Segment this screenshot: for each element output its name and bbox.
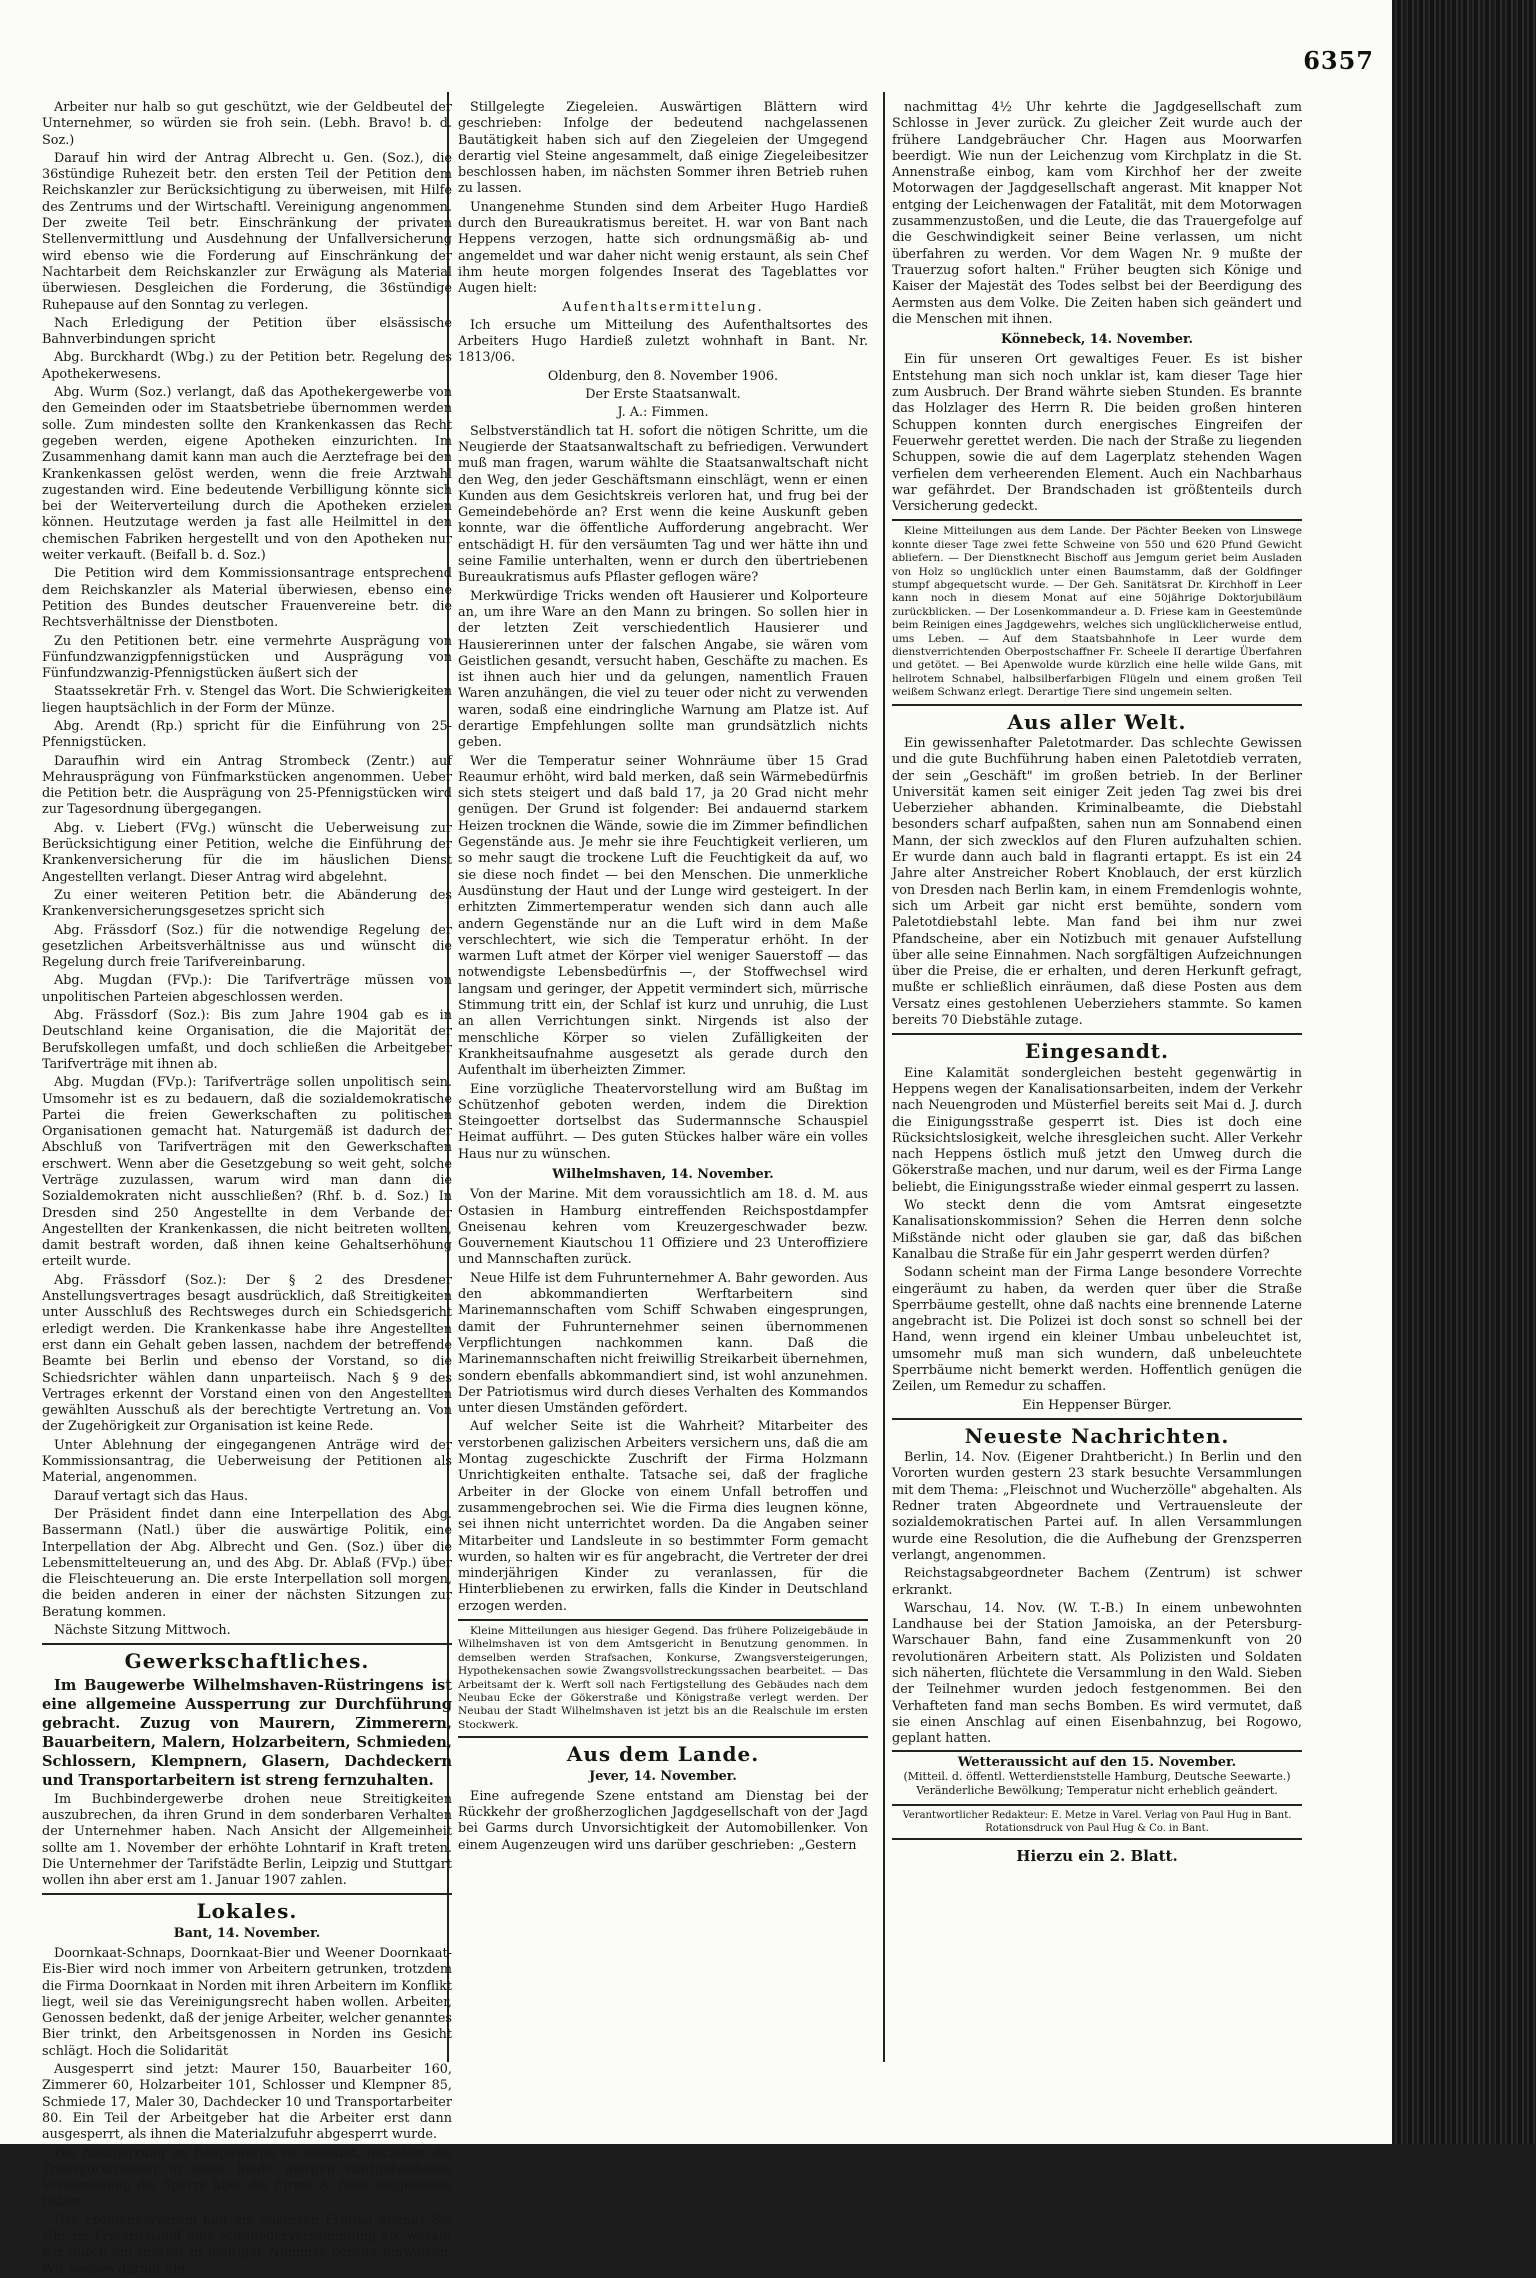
- paragraph: Nächste Sitzung Mittwoch.: [54, 1623, 231, 1639]
- notice-signature: J. A.: Fimmen.: [617, 405, 709, 421]
- paragraph: Berlin, 14. Nov. (Eigener Drahtbericht.) In Berlin und den Vororten wurden gestern 23 stark besuchte Versammlungen mit dem Thema: „Fleischnot und Wucherzölle" abgehalten. Als Redner traten Abgeordnete und Vertrauensleute der sozialdemokratischen Partei auf. In allen Versammlungen wurde eine Resolution, die die Aufhebung der Grenzsperren verlangt, angenommen.: [892, 1450, 1302, 1563]
- paragraph: Warschau, 14. Nov. (W. T.-B.) In einem unbewohnten Landhause bei der Station Jamoiska, an der Petersburg-Warschauer Bahn, fand eine Zusammenkunft von 20 revolutionären Arbeitern statt. Als Polizisten und Soldaten sich näherten, flüchtete die Versammlung in den Wald. Sieben der Teilnehmer wurden jedoch festgenommen. Bei den Verhafteten fand man sechs Bomben. Es wird vermutet, daß sie einen Anschlag auf einen Eisenbahnzug, bei Rogowo, geplant hatten.: [892, 1600, 1302, 1747]
- section-rule: [458, 1619, 868, 1621]
- paragraph: Ein gewissenhafter Paletotmarder. Das schlechte Gewissen und die gute Buchführung haben einen Paletotdieb verraten, der sein „Geschäft" im großen betrieb. In der Berliner Universität kamen seit einiger Zeit jeden Tag zwei bis drei Ueberzieher abhanden. Kriminalbeamte, die Diebstahl besonders scharf aufpaßten, sahen nun am Sonnabend einen Mann, der sich zwecklos auf den Fluren aufzuhalten schien. Er wurde dann auch bald in flagranti ertappt. Es ist ein 24 Jahre alter Anstreicher Robert Knoblauch, der erst kürzlich von Dresden nach Berlin kam, in einem Fremdenlogis wohnte, sich um Arbeit gar nicht erst bemühte, sondern vom Paletotdiebstahl lebte. Man fand bei ihm nur zwei Pfandscheine, aber ein Notizbuch mit genauer Aufstellung über alle seine Einnahmen. Nach sorgfältigen Aufzeichnungen über die Preise, die er erhalten, und deren Herkunft gefragt, mußte er schließlich einräumen, daß diese Posten aus dem Versatz eines gestohlenen Ueberziehers stammte. So kamen bereits 70 Diebstähle zutage.: [892, 736, 1302, 1029]
- paragraph: Daraufhin wird ein Antrag Strombeck (Zentr.) auf Mehrausprägung von Fünfmarkstücken angenommen. Ueber die Petition betr. die Ausprägung von 25-Pfennigstücken wird zur Tagesordnung übergegangen.: [42, 753, 452, 818]
- weather-source: (Mitteil. d. öffentl. Wetterdienststelle Hamburg, Deutsche Seewarte.): [903, 1769, 1291, 1783]
- paragraph: Darauf hin wird der Antrag Albrecht u. Gen. (Soz.), die 36stündige Ruhezeit betr. den ersten Teil der Petition dem Reichskanzler zur Berücksichtigung zu überweisen, mit Hilfe des Zentrums und der Wirtschaftl. Vereinigung angenommen. Der zweite Teil betr. Einschränkung der privaten Stellenvermittlung und Ausdehnung der Unfallversicherung wird ebenso wie die Forderung auf Einschränkung der Nachtarbeit dem Reichskanzler zur Erwägung als Material überwiesen. Desgleichen die Forderung, die 36stündige Ruhepause auf den Sonntag zu verlegen.: [42, 150, 452, 313]
- paragraph: Zu den Petitionen betr. eine vermehrte Ausprägung von Fünfundzwanzigpfennigstücken und Ausprägung von Fünfundzwanzig-Pfennigstücken äußert sich der: [42, 633, 452, 682]
- paragraph: Eine aufregende Szene entstand am Dienstag bei der Rückkehr der großherzoglichen Jagdgesellschaft von der Jagd bei Garms durch Unvorsichtigkeit der Automobillenker. Von einem Augenzeugen wird uns darüber geschrieben: „Gestern: [458, 1788, 868, 1853]
- paragraph: Abg. Frässdorf (Soz.): Bis zum Jahre 1904 gab es in Deutschland keine Organisation, die die Majorität der Berufskollegen umfaßt, und doch schließen die Arbeitgeber Tarifverträge mit ihnen ab.: [42, 1008, 452, 1072]
- paragraph: Staatssekretär Frh. v. Stengel das Wort. Die Schwierigkeiten liegen hauptsächlich in der Form der Münze.: [42, 684, 452, 716]
- paragraph: Der Freidenkerverein hält am nächsten Freitag abends 8½ Uhr im Friedrichshof eine Mitgliederversammlung ab, worauf wir durch ein Inserat in heutiger Nummer bereits hinweisen. Wir weisen darauf hin.: [42, 2212, 452, 2277]
- paragraph: Kleine Mitteilungen aus dem Lande. Der Pächter Beeken von Linswege konnte dieser Tage zwei fette Schweine von 550 und 620 Pfund Gewicht abliefern. — Der Dienstknecht Bischoff aus Jemgum geriet beim Ausladen von Holz so unglücklich unter einen Baumstamm, daß der Goldfinger stumpf abgequetscht wurde. — Der Geh. Sanitätsrat Dr. Kirchhoff in Leer kann noch in diesem Monat auf eine 50jährige Doktorjubiläum zurückblicken. — Der Losenkommandeur a. D. Friese kam in Geestemünde beim Reinigen eines Jagdgewehrs, welches sich unglücklicherweise entlud, ums Leben. — Auf dem Staatsbahnhofe in Leer wurde dem dienstverrichtenden Oberpostschaffner Fr. Scheele II derartige Überfahren und getötet. — Bei Apenwolde wurde kürzlich eine helle wilde Gans, mit hellrotem Schnabel, halbsilberfarbigen Flügeln und einem großen Teil weißem Schwanz erlegt. Derartige Tiere sind ungemein selten.: [892, 525, 1302, 699]
- paragraph: Merkwürdige Tricks wenden oft Hausierer und Kolporteure an, um ihre Ware an den Mann zu bringen. So sollen hier in der letzten Zeit verschiedentlich Hausierer und Hausiererinnen unter der falschen Angabe, sie wären vom Geistlichen gesandt, versucht haben, Geschäfte zu machen. Es ist ihnen auch hier und da gelungen, namentlich Frauen Waren anzuhängen, die viel zu teuer oder nicht zu verwenden waren, sodaß eine eindringliche Warnung am Platze ist. Auf derartige Empfehlungen sollte man grundsätzlich nichts geben.: [458, 588, 868, 751]
- paragraph: Auf welcher Seite ist die Wahrheit? Mitarbeiter des verstorbenen galizischen Arbeiters versichern uns, daß die am Montag zugeschickte Zuschrift der Firma Holzmann Unrichtigkeiten enthalte. Tatsache sei, daß der fragliche Arbeiter in der Glocke von einem Unfall betroffen und zusammengebrochen sei. Wie die Firma dies leugnen könne, sei ihnen nicht unterrichtet worden. Da die Angaben seiner Mitarbeiter und Landsleute in so bestimmter Form gemacht wurden, so halten wir es für angebracht, die Vertreter der drei minderjährigen Kinder zu veranlassen, für die Hinterbliebenen zu erwirken, falls die Kinder in Deutschland erzogen werden.: [458, 1419, 868, 1614]
- section-heading: Neueste Nachrichten.: [964, 1423, 1230, 1448]
- column-1: [42, 100, 452, 2277]
- paragraph: Wer die Temperatur seiner Wohnräume über 15 Grad Reaumur erhöht, wird bald merken, daß sein Wärmebedürfnis sich stets steigert und daß bald 17, ja 20 Grad nicht mehr genügen. Der Grund ist folgender: Bei andauernd starkem Heizen trocknen die Wände, sowie die im Zimmer befindlichen Gegenstände aus. Je mehr sie ihre Feuchtigkeit verlieren, um so mehr saugt die trockene Luft die Feuchtigkeit da auf, wo sie diese noch findet — bei den Menschen. Die unmerkliche Ausdünstung der Haut und der Lunge wird gesteigert. In der erhitzten Zimmertemperatur wenden sich dann auch alle andern Gegenstände nur an die Luft wird in dem Maße verschlechtert, wie sich die Temperatur erhöht. In der warmen Luft atmet der Körper viel weniger Sauerstoff — das notwendigste Lebensbedürfnis —, der Stoffwechsel wird langsam und geringer, der Appetit vermindert sich, mürrische Stimmung tritt ein, der Schlaf ist kurz und unruhig, die Lust an allen Verrichtungen sinkt. Nirgends ist also der menschliche Körper so vielen Zufälligkeiten der Krankheitsaufnahme ausgesetzt als gerade durch den Aufenthalt im überheizten Zimmer.: [458, 753, 868, 1079]
- book-binding-edge: [1392, 0, 1536, 2144]
- paragraph: Abg. v. Liebert (FVg.) wünscht die Ueberweisung zur Berücksichtigung einer Petition, welche die Einführung der Krankenversicherung für die im häuslichen Dienst Angestellten verlangt. Dieser Antrag wird abgelehnt.: [42, 820, 452, 885]
- paragraph: Eine Kalamität sondergleichen besteht gegenwärtig in Heppens wegen der Kanalisationsarbeiten, indem der Verkehr nach Neuengroden und Müsterfiel bereits seit Mai d. J. durch die Einigungsstraße gesperrt ist. Dies ist doch eine Rücksichtslosigkeit, welche ihresgleichen sucht. Aller Verkehr nach Heppens östlich muß jetzt den Umweg durch die Gökerstraße machen, und nur darum, weil es der Firma Lange beliebt, die Einigungsstraße wieder einmal gesperrt zu lassen.: [892, 1065, 1302, 1195]
- weather-box: [892, 1750, 1302, 1798]
- section-rule: [892, 704, 1302, 706]
- page-number: 6357: [1303, 46, 1374, 75]
- paragraph: Abg. Wurm (Soz.) verlangt, daß das Apothekergewerbe von den Gemeinden oder im Staatsbetriebe übernommen werden solle. Zum mindesten sollte den Krankenkassen das Recht gegeben werden, eigene Apotheken einzurichten. Im Zusammenhang damit kann man auch die Aerztefrage bei den Krankenkassen gelöst werden, wenn die freie Arztwahl zugestanden wird. Eine bedeutende Verbilligung könnte sich bei der Weiterverteilung durch die Apotheken erzielen können. Heutzutage werden ja fast alle Heilmittel in den chemischen Fabriken hergestellt und von den Apotheken nur weiter verkauft. (Beifall b. d. Soz.): [42, 385, 452, 564]
- paragraph: Kleine Mitteilungen aus hiesiger Gegend. Das frühere Polizeigebäude in Wilhelmshaven ist von dem Amtsgericht in Benutzung genommen. In demselben werden Strafsachen, Konkurse, Zwangsversteigerungen, Hypothekensachen sowie Zwangsvollstreckungssachen bearbeitet. — Das Arbeitsamt der k. Werft soll nach Fertigstellung des Gebäudes nach dem Neubau Ecke der Gökerstraße und Königstraße verlegt werden. Der Neubau der Stadt Wilhelmshaven ist jetzt bis an die Realschule im ersten Stockwerk.: [458, 1625, 868, 1731]
- paragraph: Darauf vertagt sich das Haus.: [54, 1488, 249, 1504]
- paragraph: nachmittag 4½ Uhr kehrte die Jagdgesellschaft zum Schlosse in Jever zurück. Zu gleicher Zeit wurde auch der frühere Landgebräucher Chr. Hagen aus Moorwarfen beerdigt. Wie nun der Leichenzug vom Kirchplatz in die St. Annenstraße einbog, kam vom Kirchhof her der zweite Motorwagen der Jagdgesellschaft angerast. Mit knapper Not entging der Leichenwagen der Fatalität, mit dem Motorwagen zusammenzustoßen, und die Leute, die das Trauergefolge auf die Geschwindigkeit seiner Beine verlassen, um nicht überfahren zu werden. Vor dem Wagen Nr. 9 mußte der Trauerzug sofort halten." Früher beugten sich Könige und Kaiser der Majestät des Todes selbst bei der Beerdigung des Aermsten aus dem Volke. Die Zeiten haben sich geändert und die Menschen mit ihnen.: [892, 100, 1302, 327]
- notice-date: Oldenburg, den 8. November 1906.: [547, 368, 779, 384]
- dateline: Bant, 14. November.: [173, 1925, 321, 1941]
- paragraph: Ein für unseren Ort gewaltiges Feuer. Es ist bisher Entstehung man sich noch unklar ist, kam dieser Tage hier zum Ausbruch. Der Brand währte sieben Stunden. Es brannte das Holzlager des Herrn R. Die beiden großen hinteren Schuppen konnten durch energisches Eingreifen der Feuerwehr gerettet werden. Die nach der Straße zu liegenden Schuppen, sowie die auf dem Lagerplatz stehenden Wagen verfielen dem verheerenden Element. Auch ein Nachbarhaus war gefährdet. Der Brandschaden ist größtenteils durch Versicherung gedeckt.: [892, 352, 1302, 515]
- paragraph: Reichstagsabgeordneter Bachem (Zentrum) ist schwer erkrankt.: [892, 1566, 1302, 1598]
- paragraph: Abg. Frässdorf (Soz.) für die notwendige Regelung der gesetzlichen Arbeitsverhältnisse aus und wünscht die Regelung durch freie Tarifvereinbarung.: [42, 922, 452, 971]
- notice-signature: Der Erste Staatsanwalt.: [585, 387, 741, 403]
- section-rule: [42, 1643, 452, 1645]
- paragraph: Abg. Burckhardt (Wbg.) zu der Petition betr. Regelung des Apothekerwesens.: [42, 350, 452, 382]
- paragraph: Ich ersuche um Mitteilung des Aufenthaltsortes des Arbeiters Hugo Hardieß zuletzt wohnhaft in Bant. Nr. 1813/06.: [458, 317, 868, 366]
- supplement-note: Hierzu ein 2. Blatt.: [1016, 1846, 1178, 1865]
- paragraph: Doornkaat-Schnaps, Doornkaat-Bier und Weener Doornkaat-Eis-Bier wird noch immer von Arbeitern getrunken, trotzdem die Firma Doornkaat in Norden mit ihren Arbeitern im Konflikt liegt, weil sie das Vereinigungsrecht haben wollen. Arbeiter, Genossen bedenkt, daß der jenige Arbeiter, welcher genanntes Bier trinkt, den Arbeitsgenossen in Norden ins Gesicht schlägt. Hoch die Solidarität: [42, 1945, 452, 2059]
- section-rule: [458, 1736, 868, 1738]
- weather-text: Veränderliche Bewölkung; Temperatur nicht erheblich geändert.: [916, 1783, 1278, 1797]
- paragraph: Abg. Mugdan (FVp.): Die Tarifverträge müssen von unpolitischen Parteien abgeschlossen werden.: [42, 973, 452, 1005]
- paragraph: Sodann scheint man der Firma Lange besondere Vorrechte eingeräumt zu haben, da werden quer über die Straße Sperrbäume gestellt, ohne daß nachts eine brennende Laterne angebracht ist. Die Polizei ist doch sonst so schnell bei der Hand, wenn irgend ein kleiner Umbau unbeleuchtet ist, umsomehr muß man sich wundern, daß unbeleuchtete Sperrbäume nicht bemerkt werden. Hoffentlich genügen die Zeilen, um Remedur zu schaffen.: [892, 1265, 1302, 1395]
- section-heading: Gewerkschaftliches.: [124, 1649, 370, 1674]
- paragraph: Abg. Arendt (Rp.) spricht für die Einführung von 25-Pfennigstücken.: [42, 718, 452, 751]
- dateline: Wilhelmshaven, 14. November.: [552, 1167, 774, 1182]
- section-heading: Aus aller Welt.: [1007, 709, 1187, 734]
- paragraph: Unter Ablehnung der eingegangenen Anträge wird der Kommissionsantrag, die Ueberweisung der Petitionen als Material, angenommen.: [42, 1437, 452, 1486]
- column-3: [892, 100, 1302, 2030]
- paragraph: Im Buchbindergewerbe drohen neue Streitigkeiten auszubrechen, da ihren Grund in dem sonderbaren Verhalten der Unternehmer haben. Nach Ansicht der Allgemeinheit sollte am 1. November der erhöhte Lohntarif in Kraft treten. Die Unternehmer der Tarifstädte Berlin, Leipzig und Stuttgart wollen ihn aber erst am 1. Januar 1907 zahlen.: [42, 1791, 452, 1889]
- section-heading: Aus dem Lande.: [566, 1742, 760, 1767]
- weather-title: Wetteraussicht auf den 15. November.: [957, 1754, 1237, 1770]
- paragraph: Unangenehme Stunden sind dem Arbeiter Hugo Hardieß durch den Bureaukratismus bereitet. H. war von Bant nach Heppens verzogen, hatte sich ordnungsmäßig ab- und angemeldet und war daher nicht wenig erstaunt, als sein Chef ihm heute morgen folgendes Inserat des Tageblattes vor Augen hielt:: [458, 199, 868, 297]
- paragraph: Im Baugewerbe Wilhelmshaven-Rüstringens ist eine allgemeine Aussperrung zur Durchführung gebracht. Zuzug von Maurern, Zimmerern, Bauarbeitern, Malern, Holzarbeitern, Schmieden, Schlossern, Klempnern, Glasern, Dachdeckern und Transportarbeitern ist streng fernzuhalten.: [42, 1676, 452, 1789]
- paragraph: Ausgesperrt sind jetzt: Maurer 150, Bauarbeiter 160, Zimmerer 60, Holzarbeiter 101, Schlosser und Klempner 85, Schmiede 17, Maler 30, Dachdecker 10 und Transportarbeiter 80. Ein Teil der Arbeitgeber hat die Arbeiter erst dann ausgesperrt, als ihnen die Materialzufuhr abgesperrt wurde.: [42, 2062, 452, 2143]
- paragraph: Nach Erledigung der Petition über elsässische Bahnverbindungen spricht: [42, 315, 452, 348]
- notice-title: Aufenthaltsermittelung.: [562, 299, 764, 315]
- paragraph: Die Aussperrung im Baugewerbe ist beendet, nachdem die Transportarbeiter in einer heute morgen stattgefundenen Versammlung die Sperre über die Firma A. Bahr aufgehoben haben.: [42, 2145, 452, 2210]
- paragraph: Wo steckt denn die vom Amtsrat eingesetzte Kanalisationskommission? Sehen die Herren denn solche Mißstände nicht oder glauben sie gar, daß das bißchen Kanalbau die Straße für ein Jahr gesperrt werden dürfen?: [892, 1198, 1302, 1262]
- section-rule: [892, 1418, 1302, 1420]
- paragraph: Abg. Mugdan (FVp.): Tarifverträge sollen unpolitisch sein. Umsomehr ist es zu bedauern, daß die sozialdemokratische Partei die freien Gewerkschaften zu politischen Organisationen gemacht hat. Naturgemäß ist dadurch der Abschluß von Tarifverträgen mit den Gewerkschaften erschwert. Wenn aber die Gesetzgebung so weit geht, solche Verträge zuzulassen, warum wird man dann die Sozialdemokraten nicht ausschließen? (Rhf. b. d. Soz.) In Dresden sind 250 Angestellte in dem Verbande der Angestellten der Krankenkassen, die nicht beitreten wollten, damit bestraft worden, daß ihnen keine Gehaltserhöhung erteilt wurde.: [42, 1075, 452, 1270]
- column-rule: [883, 92, 885, 2062]
- paragraph: Eine vorzügliche Theatervorstellung wird am Bußtag im Schützenhof geboten werden, indem die Direktion Steingoetter dortselbst das Sudermannsche Schauspiel Heimat aufführt. — Des guten Stückes halber wäre ein volles Haus nur zu wünschen.: [458, 1081, 868, 1162]
- dateline: Könnebeck, 14. November.: [1001, 332, 1193, 348]
- section-rule: [892, 1033, 1302, 1035]
- paragraph: Stillgelegte Ziegeleien. Auswärtigen Blättern wird geschrieben: Infolge der bedeutend nachgelassenen Bautätigkeit haben sich auf den Ziegeleien der Umgegend derartig viel Steine angesammelt, daß einige Ziegeleibesitzer beschlossen haben, im nächsten Sommer ihren Betrieb ruhen zu lassen.: [458, 100, 868, 197]
- paragraph: Zu einer weiteren Petition betr. die Abänderung des Krankenversicherungsgesetzes spricht sich: [42, 887, 452, 920]
- section-heading: Eingesandt.: [1024, 1039, 1170, 1064]
- paragraph: Arbeiter nur halb so gut geschützt, wie der Geldbeutel der Unternehmer, so würden sie froh sein. (Lebh. Bravo! b. d. Soz.): [42, 100, 452, 148]
- imprint: Verantwortlicher Redakteur: E. Metze in Varel. Verlag von Paul Hug in Bant. Rotationsdruck von Paul Hug & Co. in Bant.: [892, 1804, 1302, 1840]
- paragraph: Der Präsident findet dann eine Interpellation des Abg. Bassermann (Natl.) über die auswärtige Politik, eine Interpellation der Abg. Albrecht und Gen. (Soz.) über die Lebensmittelteuerung an, und des Abg. Dr. Ablaß (FVp.) über die Fleischteuerung an. Die erste Interpellation soll morgen, die beiden anderen in einer der nächsten Sitzungen zur Beratung kommen.: [42, 1506, 452, 1620]
- column-2: [458, 100, 868, 2060]
- letter-signature: Ein Heppenser Bürger.: [1022, 1397, 1172, 1413]
- section-rule: [892, 519, 1302, 521]
- paragraph: Neue Hilfe ist dem Fuhrunternehmer A. Bahr geworden. Aus den abkommandierten Werftarbeitern sind Marinemannschaften vom Schiff Schwaben eingesprungen, damit der Fuhrunternehmer seinen übernommenen Verpflichtungen nachkommen kann. Daß die Marinemannschaften nicht freiwillig Streikarbeit übernehmen, sondern ebenfalls abkommandiert sind, ist wohl anzunehmen. Der Patriotismus wird durch dieses Verhalten des Kommandos unter diesen Umständen gefördert.: [458, 1270, 868, 1417]
- paragraph: Von der Marine. Mit dem voraussichtlich am 18. d. M. aus Ostasien in Hamburg eintreffenden Reichspostdampfer Gneisenau kehren vom Kreuzergeschwader bezw. Gouvernement Kiautschou 11 Offiziere und 23 Unteroffiziere und Mannschaften zurück.: [458, 1187, 868, 1268]
- section-rule: [42, 1893, 452, 1895]
- paragraph: Die Petition wird dem Kommissionsantrage entsprechend dem Reichskanzler als Material überwiesen, ebenso eine Petition des Bundes deutscher Frauenvereine betr. die Rechtsverhältnisse der Dienstboten.: [42, 566, 452, 631]
- section-heading: Lokales.: [196, 1899, 298, 1924]
- paragraph: Abg. Frässdorf (Soz.): Der § 2 des Dresdener Anstellungsvertrages besagt ausdrücklich, daß Streitigkeiten unter Ausschluß des Rechtsweges durch ein Schiedsgericht erledigt werden. Die Krankenkasse habe ihre Angestellten erst dann ein Gehalt geben lassen, nachdem der betreffende Beamte bei Berlin und ebenso der Vorstand, so die Schiedsrichter wählen dann unparteiisch. Nach § 9 des Vertrages erkennt der Vorstand einen von den Angestellten gewählten Ausschuß als der berechtigte Vertretung an. Von der Zugehörigkeit zur Organisation ist keine Rede.: [42, 1272, 452, 1435]
- dateline: Jever, 14. November.: [589, 1768, 737, 1784]
- paragraph: Selbstverständlich tat H. sofort die nötigen Schritte, um die Neugierde der Staatsanwaltschaft zu befriedigen. Verwundert muß man fragen, warum wählte die Staatsanwaltschaft nicht den Weg, den jeder Geschäftsmann einschlägt, wenn er einen Kunden aus dem Gesichtskreis verloren hat, und frug bei der Gemeindebehörde an? Erst wenn die keine Auskunft geben konnte, war die öffentliche Aufforderung angebracht. Wer entschädigt H. für den versäumten Tag und wer hätte ihn und seine Familie unterhalten, wenn er durch den übertriebenen Bureaukratismus aufs Pflaster geflogen wäre?: [458, 423, 868, 586]
